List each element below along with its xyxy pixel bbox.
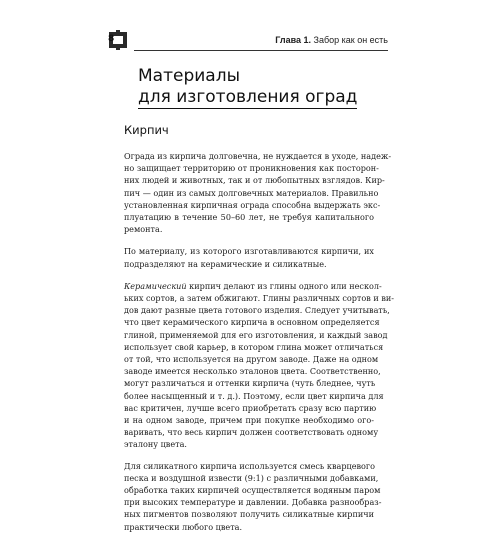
text-line: более насыщенный и т. д.). Поэтому, если цвет кирпича для (124, 390, 384, 401)
section-title-line-1: Материалы (138, 66, 240, 86)
text-line: песка и воздушной извести (9:1) с различными добавками, (124, 472, 379, 483)
text-line: ремонта. (124, 224, 163, 235)
text-line: Для силикатного кирпича используется смесь кварцевого (124, 460, 376, 471)
text-line: ных пигментов позволяют получить силикатные кирпичи (124, 509, 374, 520)
subsection-title: Кирпич (124, 123, 169, 137)
text-line: что цвет керамического кирпича в основном определяется (124, 317, 380, 328)
text-line: По материалу, из которого изготавливаются кирпичи, их (124, 246, 374, 257)
text-line (124, 280, 382, 292)
running-head-title: Забор как он есть (311, 35, 388, 45)
text-line: вас критичен, лучше всего приобретать сразу всю партию (124, 402, 377, 413)
text-line: установленная кирпичная ограда способна выдержать экс- (124, 199, 381, 210)
running-head (275, 35, 388, 45)
text-line: заводе имеется несколько эталонов цвета. Соответственно, (124, 366, 381, 377)
text-line: от той, что используется на другом заводе. Даже на одном (124, 354, 379, 365)
body-text (124, 150, 395, 543)
text-line: и на одном заводе, причем при покупке необходимо ого- (124, 415, 374, 426)
text-line: пич — один из самых долговечных материалов. Правильно (124, 187, 379, 198)
running-head-chapter: Глава 1. (275, 35, 312, 45)
text-line: эталону цвета. (124, 439, 188, 450)
text-line: практически любого цвета. (124, 521, 243, 532)
italic-term: Керамический (124, 280, 187, 291)
text-line: могут различаться и оттенки кирпича (чуть бледнее, чуть (124, 378, 376, 389)
text-line: использует свой карьер, в котором глина может отличаться (124, 341, 384, 352)
paragraph-2 (124, 245, 374, 269)
text-line: но защищает территорию от проникновения как посторон- (124, 163, 379, 174)
text-line: глиной, применяемой для его изготовления, и каждый завод (124, 329, 388, 340)
paragraph-3 (124, 280, 395, 451)
text-line: обработка таких кирпичей осуществляется водяным паром (124, 485, 381, 496)
paragraph-4 (124, 460, 382, 533)
text-line: дов дают разные цвета готового изделия. Следует учитывать, (124, 305, 390, 316)
text-line: них людей и животных, так и от любопытных взглядов. Кир- (124, 175, 385, 186)
paragraph-1 (124, 150, 392, 235)
text-line: Ограда из кирпича долговечна, не нуждается в уходе, надеж- (124, 151, 392, 161)
text-line: при высоких температуре и давлении. Добавка разнообраз- (124, 497, 382, 508)
text-line-rest: кирпич делают из глины одного или нескол- (186, 280, 382, 291)
header-rule (134, 50, 388, 51)
section-title (138, 66, 357, 108)
text-line: варивать, что весь кирпич должен соответствовать одному (124, 427, 379, 438)
page-number: 8 (108, 34, 115, 44)
section-title-line-2: для изготовления оград (138, 87, 358, 107)
text-line: ьких сортов, а затем обжигают. Глины различных сортов и ви- (124, 293, 395, 304)
text-line: плуатацию в течение 50–60 лет, не требуя капитального (124, 212, 374, 223)
text-line: подразделяют на керамические и силикатные. (124, 258, 327, 269)
